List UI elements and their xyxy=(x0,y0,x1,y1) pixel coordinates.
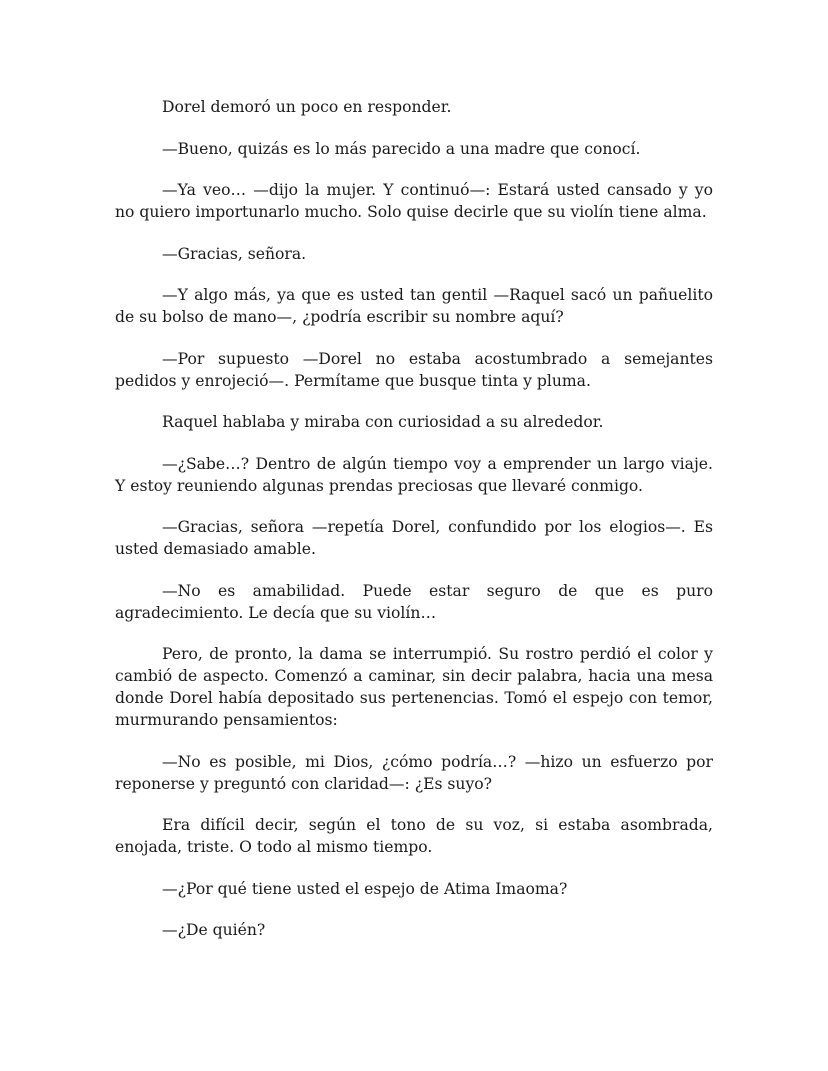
paragraph: —Gracias, señora. xyxy=(162,244,307,263)
paragraph: —Ya veo… —dijo la mujer. Y continuó—: Estará usted cansado y yo no quiero importunarlo mucho. Solo quise decirle que su violín tiene alma. xyxy=(115,181,713,221)
paragraph: —Por supuesto —Dorel no estaba acostumbrado a semejantes pedidos y enrojeció—. Permítame que busque tinta y pluma. xyxy=(115,349,713,390)
paragraph: —No es amabilidad. Puede estar seguro de que es puro agradecimiento. Le decía que su violín… xyxy=(115,581,713,622)
paragraph: —Bueno, quizás es lo más parecido a una madre que conocí. xyxy=(162,139,641,158)
paragraph: —Gracias, señora —repetía Dorel, confundido por los elogios—. Es usted demasiado amable. xyxy=(115,518,713,558)
paragraph: Dorel demoró un poco en responder. xyxy=(162,98,452,116)
paragraph: —¿Por qué tiene usted el espejo de Atima Imaoma? xyxy=(162,879,568,898)
paragraph: —Y algo más, ya que es usted tan gentil —Raquel sacó un pañuelito de su bolso de mano—, ¿podría escribir su nombre aquí? xyxy=(115,286,713,326)
body-text xyxy=(115,96,713,961)
paragraph: —¿Sabe…? Dentro de algún tiempo voy a emprender un largo viaje. Y estoy reuniendo algunas prendas preciosas que llevaré conmigo. xyxy=(115,454,713,495)
paragraph: —No es posible, mi Dios, ¿cómo podría…? —hizo un esfuerzo por reponerse y preguntó con claridad—: ¿Es suyo? xyxy=(115,752,713,793)
paragraph: —¿De quién? xyxy=(162,921,266,939)
paragraph: Pero, de pronto, la dama se interrumpió. Su rostro perdió el color y cambió de aspecto. Comenzó a caminar, sin decir palabra, hacia una mesa donde Dorel había depositado sus pertenencias. Tomó el espejo con temor, murmurando pensamientos: xyxy=(115,645,713,729)
paragraph: Raquel hablaba y miraba con curiosidad a su alrededor. xyxy=(162,413,604,431)
paragraph: Era difícil decir, según el tono de su voz, si estaba asombrada, enojada, triste. O todo al mismo tiempo. xyxy=(115,816,713,856)
